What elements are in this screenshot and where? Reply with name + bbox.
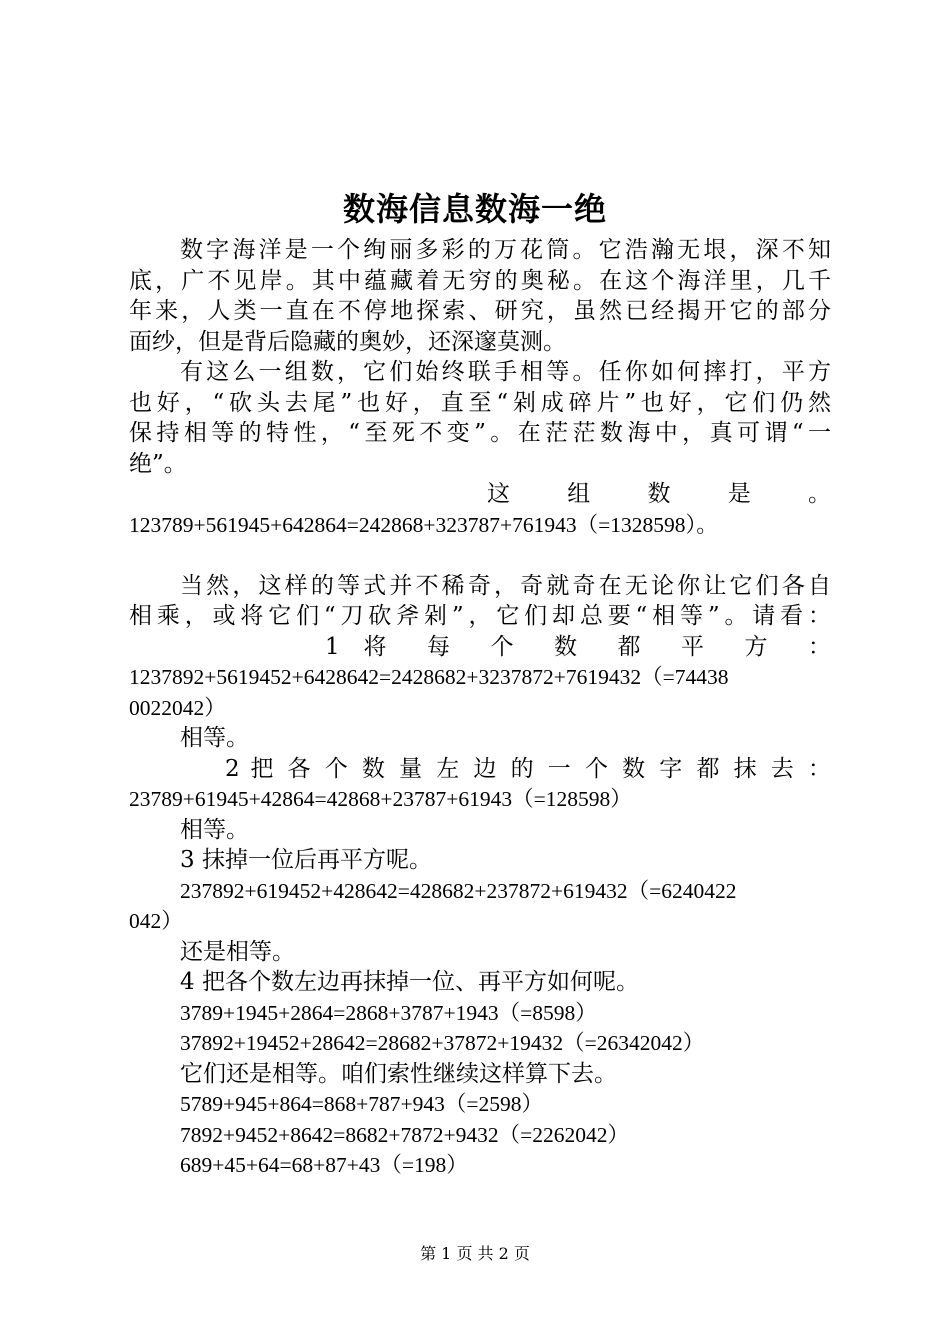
paragraph-line: 还是相等。 xyxy=(180,938,295,965)
blank-line xyxy=(129,540,831,571)
equation-line: 689+45+64=68+87+43（=198） xyxy=(180,1153,468,1177)
paragraph-line: 相等。 xyxy=(180,725,249,751)
equation-line: 23789+61945+42864=42868+23787+61943（=128598） xyxy=(129,787,632,811)
paragraph-line: 当然，这样的等式并不稀奇，奇就奇在无论你让它们各自 xyxy=(180,572,831,599)
paragraph-line: 它们还是相等。咱们索性继续这样算下去。 xyxy=(180,1060,617,1087)
paragraph-line: 数字海洋是一个绚丽多彩的万花筒。它浩瀚无垠，深不知 xyxy=(180,237,831,263)
equation-line: 3789+1945+2864=2868+3787+1943（=8598） xyxy=(180,1000,597,1025)
paragraph-line: 面纱，但是背后隐藏的奥妙，还深邃莫测。 xyxy=(129,328,566,355)
equation-line: 7892+9452+8642=8682+7872+9432（=2262042） xyxy=(180,1122,630,1147)
equation-line: 37892+19452+28642=28682+37872+19432（=26342042） xyxy=(180,1031,705,1055)
equation-line: 0022042） xyxy=(129,695,226,720)
document-body xyxy=(129,235,831,1181)
paragraph-line: 3 抹掉一位后再平方呢。 xyxy=(180,847,432,873)
equation-line: 123789+561945+642864=242868+323787+761943（=1328598）。 xyxy=(129,512,718,537)
paragraph-line: 保持相等的特性，“至死不变”。在茫茫数海中，真可谓“一 xyxy=(129,420,831,446)
page-footer: 第 1 页 共 2 页 xyxy=(420,1244,530,1263)
paragraph-line: 4 把各个数左边再抹掉一位、再平方如何呢。 xyxy=(180,969,639,995)
equation-line: 237892+619452+428642=428682+237872+619432（=6240422 xyxy=(180,878,737,903)
paragraph-line: 相等。 xyxy=(180,816,249,843)
equation-line: 5789+945+864=868+787+943（=2598） xyxy=(180,1092,544,1116)
document-title: 数海信息数海一绝 xyxy=(342,190,607,228)
equation-line: 042） xyxy=(129,909,183,933)
paragraph-line: 底，广不见岸。其中蕴藏着无穷的奥秘。在这个海洋里，几千 xyxy=(129,267,831,294)
paragraph-line: 相乘，或将它们“刀砍斧剁”，它们却总要“相等”。请看： xyxy=(129,603,831,629)
paragraph-line: 有这么一组数，它们始终联手相等。任你如何摔打，平方 xyxy=(180,359,831,385)
paragraph-line: 这 组 数 是 。 xyxy=(487,481,831,507)
paragraph-line: 年来，人类一直在不停地探索、研究，虽然已经揭开它的部分 xyxy=(129,298,831,324)
equation-line: 1237892+5619452+6428642=2428682+3237872+7619432（=74438 xyxy=(129,665,729,689)
paragraph-line: 2 把 各 个 数 量 左 边 的 一 个 数 字 都 抹 去 ： xyxy=(225,755,831,782)
paragraph-line: 1 将 每 个 数 都 平 方 ： xyxy=(325,633,831,660)
paragraph-line: 也好，“砍头去尾”也好，直至“剁成碎片”也好，它们仍然 xyxy=(129,389,831,416)
paragraph-line: 绝”。 xyxy=(129,450,187,477)
